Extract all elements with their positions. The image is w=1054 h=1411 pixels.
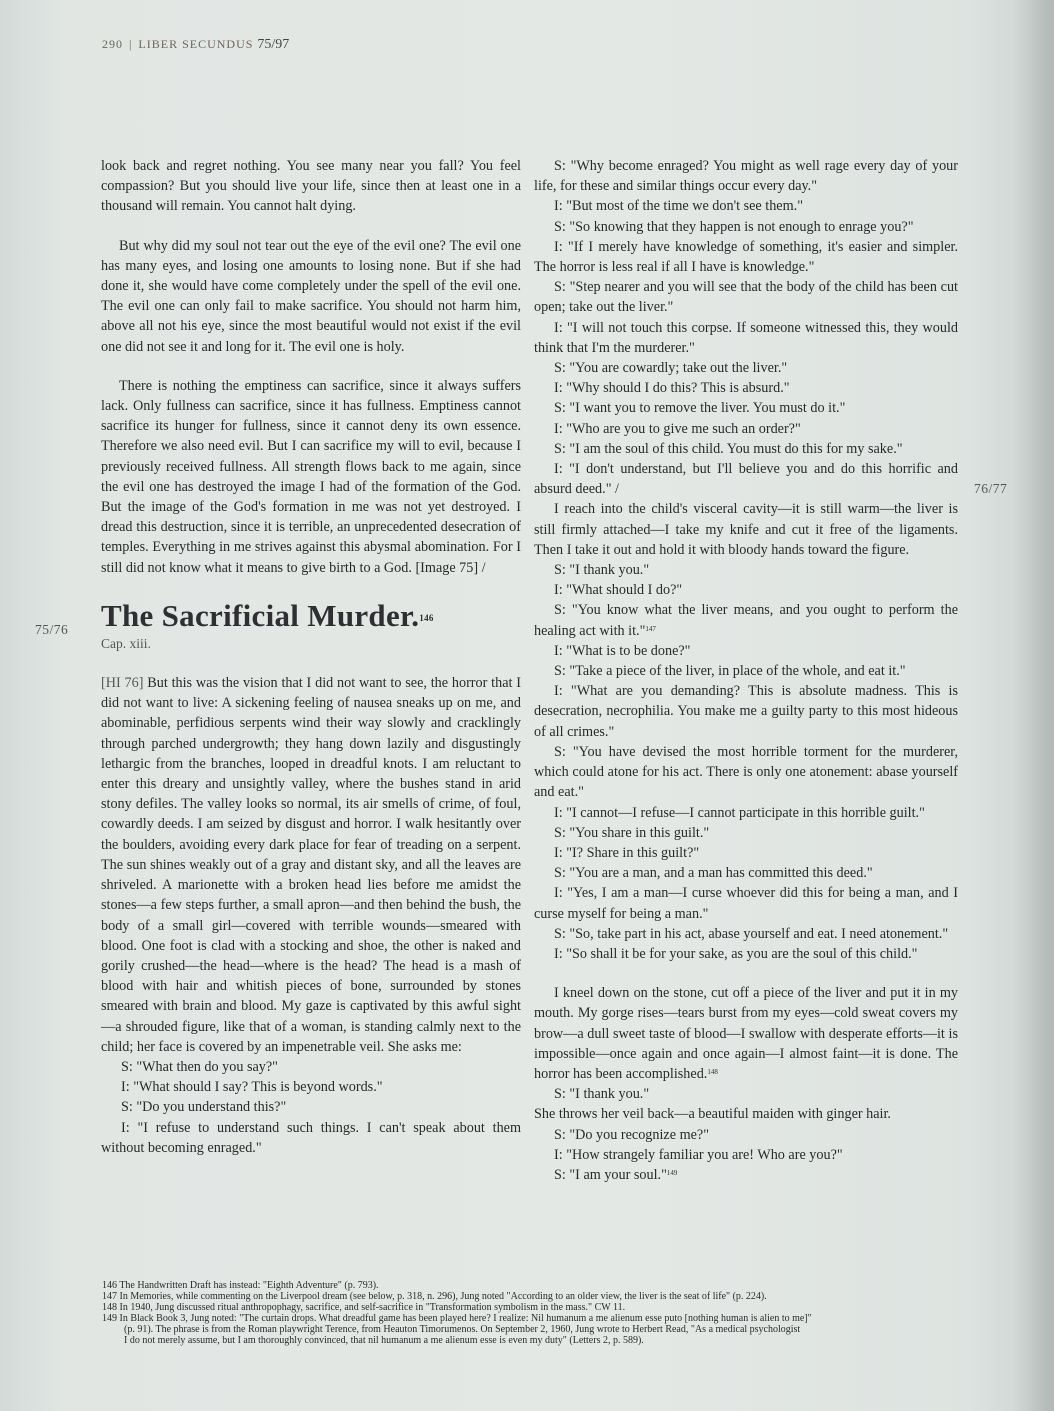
- dialogue-line: S: "Take a piece of the liver, in place of the whole, and eat it.": [554, 663, 906, 680]
- footnote: 149 In Black Book 3, Jung noted: "The curtain drops. What dreadful game has been played here? I realize: Nil humanum a me alienum esse puto [nothing human is alien to me]": [102, 1313, 812, 1324]
- dialogue-line: S: "You have devised the most horrible torment for the murderer, which could atone for his act. There is only one atonement: abase yourself and eat.": [534, 743, 958, 801]
- dialogue-line: I: "I don't understand, but I'll believe you and do this horrific and absurd deed." /: [534, 461, 958, 498]
- dialogue-line: I: "How strangely familiar you are! Who are you?": [554, 1146, 843, 1163]
- paragraph: But why did my soul not tear out the eye of the evil one? The evil one has many eyes, and losing one amounts to losing none. But if she had done it, she would have come completely under the spell of the evil one. The evil one can only fail to make sacrifice. You should not harm him, above all not his eye, since the most beautiful would not exist if the evil one did not see it and long for it. The evil one is holy.: [101, 237, 521, 355]
- footnote: 146 The Handwritten Draft has instead: "Eighth Adventure" (p. 793).: [102, 1280, 379, 1291]
- dialogue-line: I: "Why should I do this? This is absurd.": [554, 380, 790, 397]
- paragraph: [101, 673, 521, 1057]
- footnote-ref: 147: [645, 624, 656, 633]
- dialogue-line: I: "But most of the time we don't see them.": [554, 198, 803, 215]
- dialogue-line: I: "I? Share in this guilt?": [554, 844, 700, 861]
- paragraph: She throws her veil back—a beautiful maiden with ginger hair.: [534, 1106, 891, 1123]
- footnote: 148 In 1940, Jung discussed ritual anthropophagy, sacrifice, and self-sacrifice in "Transformation symbolism in the mass." CW 11.: [102, 1302, 626, 1313]
- dialogue-line: S: "I thank you.": [554, 562, 650, 579]
- dialogue-line: S: "Do you understand this?": [121, 1099, 287, 1116]
- right-column: [534, 156, 958, 1185]
- dialogue-line: S: "Why become enraged? You might as well rage every day of your life, for these and similar things occur every day.": [534, 158, 958, 195]
- header-separator: |: [129, 37, 133, 51]
- dialogue-line: S: "You are cowardly; take out the liver.": [554, 360, 788, 377]
- chapter-title: [101, 598, 521, 634]
- dialogue-text: S: "You know what the liver means, and you ought to perform the healing act with it.": [534, 602, 958, 639]
- footnote-ref: 149: [666, 1168, 678, 1177]
- dialogue-line: S: "Step nearer and you will see that the body of the child has been cut open; take out the liver.": [534, 279, 958, 316]
- paragraph-text: I kneel down on the stone, cut off a piece of the liver and put it in my mouth. My gorge rises—tears burst from my eyes—cold sweat covers my brow—a dull sweet taste of blood—I swallow with desperate efforts—it is impossible—once again and once again—I almost faint—it is done. The horror has been accomplished.: [534, 985, 958, 1082]
- dialogue-line: I: "What is to be done?": [554, 642, 691, 659]
- footnote: 147 In Memories, while commenting on the Liverpool dream (see below, p. 318, n. 296), Jung noted "According to an older view, the liver is the seat of life" (p. 224).: [102, 1291, 767, 1302]
- section-title: LIBER SECUNDUS: [138, 37, 254, 51]
- image-reference: [HI 76]: [101, 675, 144, 692]
- dialogue-line: I: "Who are you to give me such an order?": [554, 420, 801, 437]
- dialogue-line: I: "What are you demanding? This is absolute madness. This is desecration, necrophilia. You make me a guilty party to this most hideous of all crimes.": [534, 683, 958, 740]
- dialogue-line: I: "I cannot—I refuse—I cannot participate in this horrible guilt.": [554, 804, 925, 821]
- dialogue-line: S: "I thank you.": [554, 1086, 650, 1103]
- footnotes: [102, 1280, 954, 1346]
- dialogue-line: I: "If I merely have knowledge of something, it's easier and simpler. The horror is less real if all I have is knowledge.": [534, 238, 958, 276]
- page-edge-shadow: [1014, 0, 1054, 1411]
- dialogue-line: S: "You are a man, and a man has committed this deed.": [554, 865, 873, 882]
- dialogue-line: I: "What should I do?": [554, 582, 683, 599]
- dialogue-line: I: "What should I say? This is beyond words.": [121, 1079, 383, 1096]
- dialogue-line: I: "I refuse to understand such things. I can't speak about them without becoming enraged.": [101, 1119, 521, 1156]
- dialogue-line: S: "So knowing that they happen is not enough to enrage you?": [554, 218, 914, 235]
- footnote-continuation: (p. 91). The phrase is from the Roman playwright Terence, from Heauton Timorumenos. On September 2, 1960, Jung wrote to Herbert Read, "As a medical psychologist: [124, 1324, 801, 1335]
- dialogue-line: [534, 1165, 958, 1185]
- margin-marker-left: 75/76: [35, 622, 69, 637]
- paragraph: [534, 983, 958, 1084]
- paragraph: There is nothing the emptiness can sacrifice, since it always suffers lack. Only fullness can sacrifice, since it has fullness. Emptiness cannot sacrifice its hunger for fullness, since it cannot deny its own essence. Therefore we also need evil. But I can sacrifice my will to evil, because I previously received fullness. All strength flows back to me again, since the evil one has destroyed the image I had of the formation of the God. But the image of the God's formation in me was not yet destroyed. I dread this destruction, since it is terrible, an unprecedented desecration of temples. Everything in me strives against this abysmal abomination. For I still did not know what it means to give birth to a God. [Image 75] /: [101, 377, 521, 576]
- dialogue-line: [534, 600, 958, 640]
- dialogue-line: S: "I am the soul of this child. You must do this for my sake.": [554, 440, 903, 457]
- dialogue-line: S: "What then do you say?": [121, 1058, 278, 1075]
- folio-number: 75/97: [257, 37, 290, 52]
- paragraph-text: But this was the vision that I did not want to see, the horror that I did not want to live: A sickening feeling of nausea sneaks up on me, and abominable, perfidious serpents wind their way slowly and cracklingly through parched undergrowth; they hang down lazily and disgustingly lethargic from the branches, looped in dreadful knots. I am reluctant to enter this dreary and unsightly valley, where the bushes stand in arid stony defiles. The valley looks so normal, its air smells of crime, of foul, cowardly deeds. I am seized by disgust and horror. I walk hesitantly over the boulders, avoiding every dark place for fear of treading on a serpent. The sun shines weakly out of a gray and distant sky, and all the leaves are shriveled. A marionette with a broken head lies before me amidst the stones—a few steps further, a small apron—and then behind the bush, the body of a small girl—covered with terrible wounds—smeared with blood. One foot is clad with a stocking and shoe, the other is naked and gorily crushed—the head—where is the head? The head is a mash of blood with hair and whitish pieces of bone, surrounded by stones smeared with brain and blood. My gaze is captivated by this awful sight—a shrouded figure, like that of a woman, is standing calmly next to the child; her face is covered by an impenetrable veil. She asks me:: [101, 675, 521, 1055]
- footnote-continuation: I do not merely assume, but I am thoroughly convinced, that nil humanum a me alienum esse is even my duty" (Letters 2, p. 589).: [124, 1335, 644, 1346]
- dialogue-line: I: "Yes, I am a man—I curse whoever did this for being a man, and I curse myself for being a man.": [534, 885, 958, 922]
- running-head: [102, 37, 289, 53]
- page-number: 290: [102, 37, 123, 51]
- dialogue-line: I: "So shall it be for your sake, as you are the soul of this child.": [554, 945, 918, 962]
- dialogue-line: S: "Do you recognize me?": [554, 1126, 709, 1143]
- chapter-number: Cap. xiii.: [101, 635, 151, 651]
- chapter-title-text: The Sacrificial Murder.: [101, 597, 420, 633]
- paragraph: I reach into the child's visceral cavity—it is still warm—the liver is still firmly attached—I take my knife and cut it free of the ligaments. Then I take it out and hold it with bloody hands toward the figure.: [534, 501, 958, 558]
- footnote-ref: 146: [419, 612, 434, 623]
- left-column: [101, 156, 521, 1158]
- dialogue-text: S: "I am your soul.": [554, 1166, 667, 1183]
- dialogue-line: I: "I will not touch this corpse. If someone witnessed this, they would think that I'm the murderer.": [534, 319, 958, 356]
- dialogue-line: S: "So, take part in his act, abase yourself and eat. I need atonement.": [554, 925, 949, 942]
- dialogue-line: S: "I want you to remove the liver. You must do it.": [554, 400, 846, 417]
- paragraph: look back and regret nothing. You see many near you fall? You feel compassion? But you should live your life, since then at least one in a thousand will remain. You cannot halt dying.: [101, 158, 521, 215]
- footnote-ref: 148: [707, 1067, 718, 1076]
- dialogue-line: S: "You share in this guilt.": [554, 824, 710, 841]
- margin-marker-right: 76/77: [974, 481, 1008, 496]
